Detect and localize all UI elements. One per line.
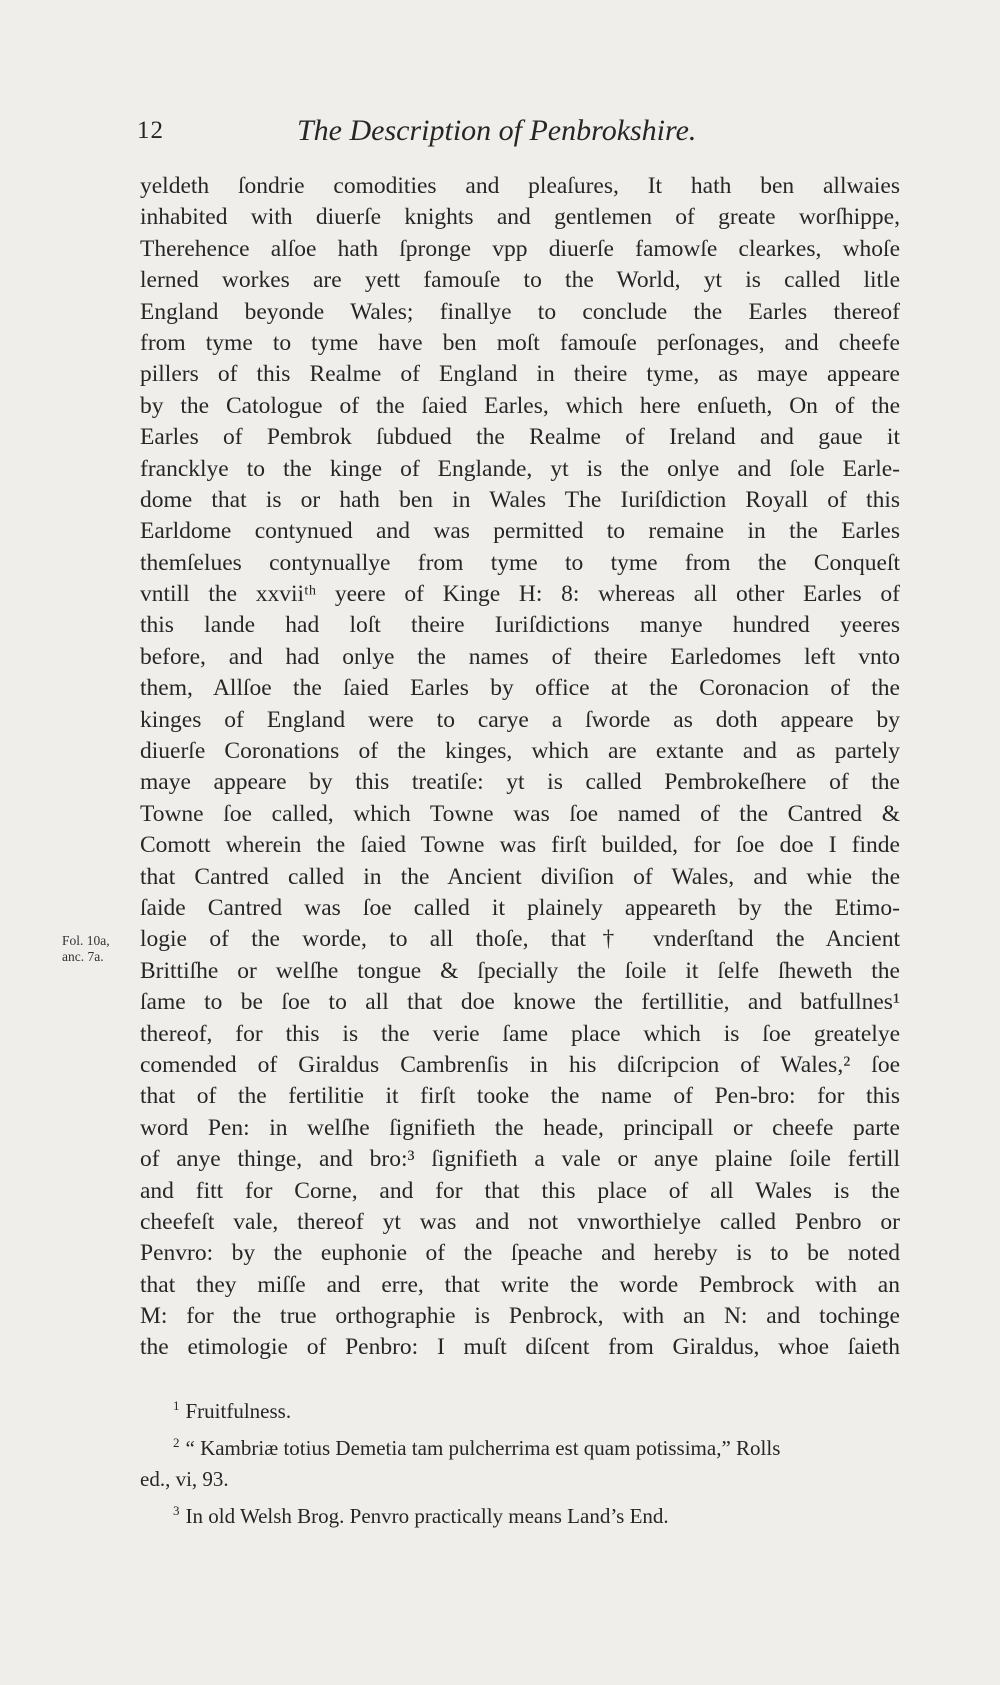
margin-note-line: anc. 7a. (62, 949, 104, 964)
text-line: francklye to the kinge of Englande, yt is the onlye and ſole Earle- (140, 455, 900, 482)
text-line: this lande had loſt theire Iuriſdictions manye hundred yeeres (140, 612, 900, 639)
footnote-marker: 2 (173, 1435, 180, 1450)
footnote-marker: 1 (173, 1398, 180, 1413)
text-line: kinges of England were to carye a ſworde as doth appeare by (140, 706, 900, 733)
text-line: Brittiſhe or welſhe tongue & ſpecially the ſoile it ſelfe ſheweth the (140, 957, 900, 984)
text-line: cheefeſt vale, thereof yt was and not vnworthielye called Penbro or (140, 1208, 900, 1235)
footnote-2 (140, 1427, 910, 1464)
page-header (137, 114, 892, 157)
footnote-text: In old Welsh Brog. Penvro practically means Land’s End. (185, 1504, 669, 1528)
text-line: thereof, for this is the verie ſame place which is ſoe greatelye (140, 1020, 900, 1047)
text-line: diuerſe Coronations of the kinges, which are extante and as partely (140, 738, 900, 765)
margin-note-line: Fol. 10a, (62, 933, 110, 948)
text-line: ſaide Cantred was ſoe called it plainely appeareth by the Etimo- (140, 894, 900, 921)
text-line: England beyonde Wales; finallye to conclude the Earles thereof (140, 298, 900, 325)
text-line: ſame to be ſoe to all that doe knowe the fertillitie, and batfullnes¹ (140, 989, 900, 1016)
footnotes (140, 1390, 910, 1532)
text-line: Therehence alſoe hath ſpronge vpp diuerſe famowſe clearkes, whoſe (140, 235, 900, 262)
footnote-1 (140, 1390, 910, 1427)
text-line: Earldome contynued and was permitted to remaine in the Earles (140, 518, 900, 545)
footnote-text: “ Kambriæ totius Demetia tam pulcherrima est quam potissima,” Rolls (185, 1436, 781, 1460)
text-line: word Pen: in welſhe ſignifieth the heade, principall or cheefe parte (140, 1114, 900, 1141)
footnote-marker: 3 (173, 1503, 180, 1518)
text-line: Earles of Pembrok ſubdued the Realme of Ireland and gaue it (140, 424, 900, 451)
footnote-3 (140, 1495, 910, 1532)
text-line: by the Catologue of the ſaied Earles, which here enſueth, On of the (140, 392, 900, 419)
text-line: them, Allſoe the ſaied Earles by office at the Coronacion of the (140, 675, 900, 702)
text-line: yeldeth ſondrie comodities and pleaſures, It hath ben allwaies (140, 173, 900, 199)
text-line: lerned workes are yett famouſe to the World, yt is called litle (140, 267, 900, 294)
text-line: Penvro: by the euphonie of the ſpeache and hereby is to be noted (140, 1240, 900, 1267)
text-line: and fitt for Corne, and for that this place of all Wales is the (140, 1177, 900, 1204)
footnote-text: Fruitfulness. (185, 1399, 292, 1423)
text-line: Comott wherein the ſaied Towne was firſt builded, for ſoe doe I finde (140, 832, 900, 859)
running-title: The Description of Penbrokshire. (297, 114, 697, 147)
text-line: dome that is or hath ben in Wales The Iuriſdiction Royall of this (140, 486, 900, 513)
text-line: Towne ſoe called, which Towne was ſoe named of the Cantred & (140, 800, 900, 827)
text-line: pillers of this Realme of England in theire tyme, as maye appeare (140, 361, 900, 388)
body-text (140, 171, 900, 1364)
footnote-2-continuation: ed., vi, 93. (140, 1467, 229, 1491)
text-line: before, and had onlye the names of theire Earledomes left vnto (140, 643, 900, 670)
text-line: that they miſſe and erre, that write the worde Pembrock with an (140, 1271, 900, 1298)
page-number: 12 (137, 117, 164, 144)
margin-note (62, 933, 110, 965)
text-line: that Cantred called in the Ancient diviſion of Wales, and whie the (140, 863, 900, 890)
text-line: of anye thinge, and bro:³ ſignifieth a vale or anye plaine ſoile fertill (140, 1146, 900, 1173)
text-line: inhabited with diuerſe knights and gentlemen of greate worſhippe, (140, 204, 900, 231)
text-line: M: for the true orthographie is Penbrock, with an N: and tochinge (140, 1303, 900, 1330)
text-line: maye appeare by this treatiſe: yt is called Pembrokeſhere of the (140, 769, 900, 796)
text-line: logie of the worde, to all thoſe, that† vnderſtand the Ancient (140, 926, 900, 953)
text-line: vntill the xxviiᵗʰ yeere of Kinge H: 8: whereas all other Earles of (140, 581, 900, 608)
text-line: from tyme to tyme have ben moſt famouſe perſonages, and cheefe (140, 329, 900, 356)
text-line: comended of Giraldus Cambrenſis in his diſcripcion of Wales,² ſoe (140, 1051, 900, 1078)
text-line: themſelues contynuallye from tyme to tyme from the Conqueſt (140, 549, 900, 576)
text-line: the etimologie of Penbro: I muſt diſcent from Giraldus, whoe ſaieth (140, 1334, 900, 1361)
text-line: that of the fertilitie it firſt tooke the name of Pen-bro: for this (140, 1083, 900, 1110)
